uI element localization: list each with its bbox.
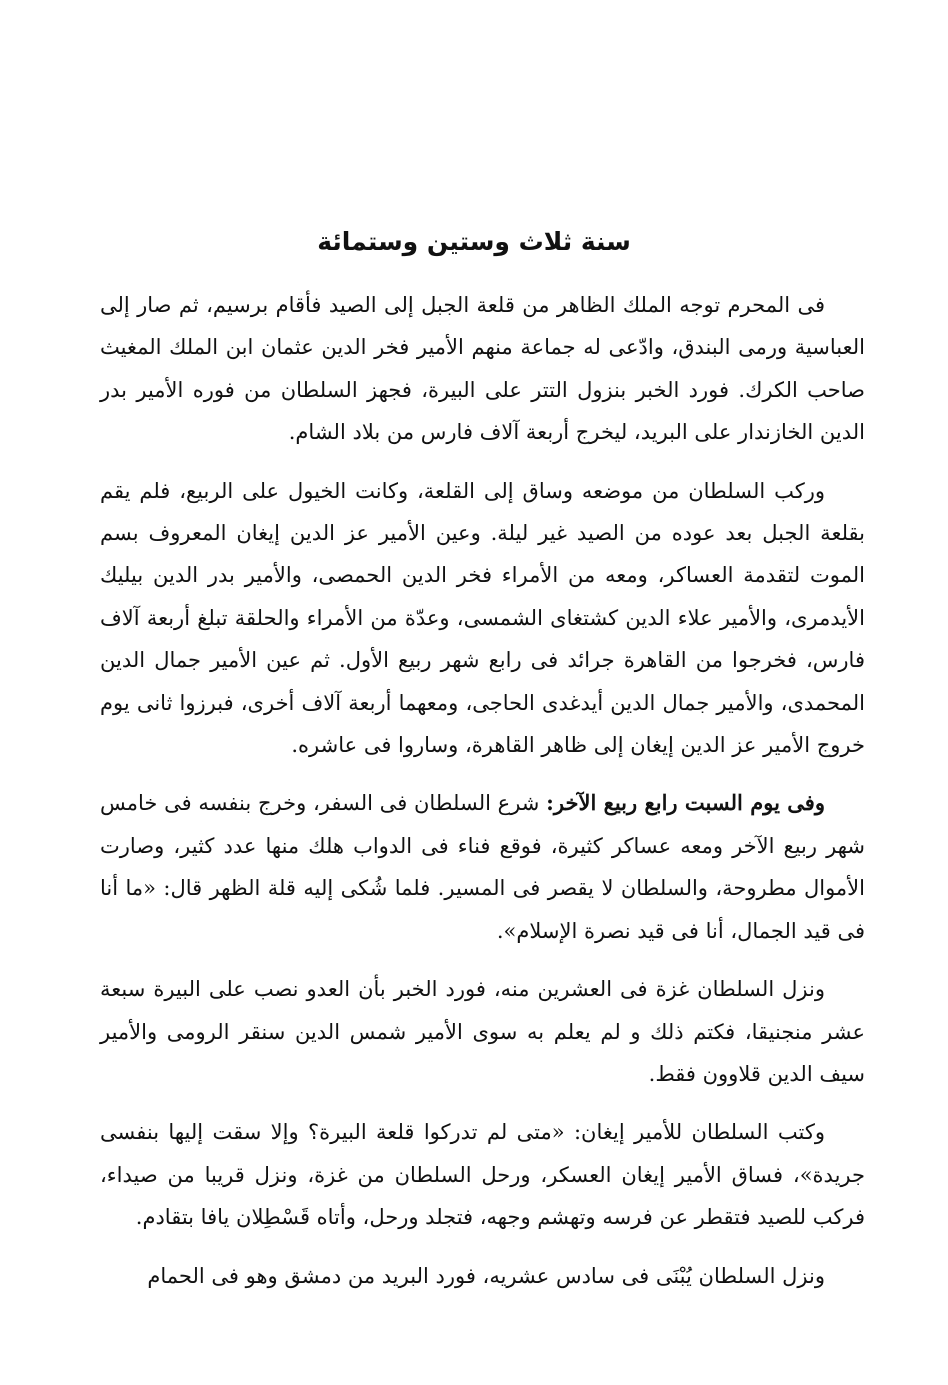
body-text: [100, 284, 865, 1313]
paragraph-1: [100, 284, 865, 454]
paragraph-6: [100, 1255, 865, 1297]
paragraph-text: وركب السلطان من موضعه وساق إلى القلعة، وكانت الخيول على الربيع، فلم يقم بقلعة الجبل بعد عوده من الصيد غير ليلة. وعين الأمير عز الدين إيغان المعروف بسم الموت لتقدمة العساكر، ومعه من الأمراء فخر الدين الحمصى، والأمير بدر الدين بيليك الأيدمرى، والأمير علاء الدين كشتغاى الشمسى، وعدّة من الأمراء والحلقة تبلغ أربعة آلاف فارس، فخرجوا من القاهرة جرائد فى رابع شهر ربيع الأول. ثم عين الأمير جمال الدين المحمدى، والأمير جمال الدين أيدغدى الحاجى، ومعهما أربعة آلاف أخرى، فبرزوا ثانى يوم خروج الأمير عز الدين إيغان إلى ظاهر القاهرة، وساروا فى عاشره.: [100, 478, 865, 758]
paragraph-text: ونزل السلطان يُبْنَى فى سادس عشريه، فورد البريد من دمشق وهو فى الحمام: [147, 1263, 825, 1288]
paragraph-4: [100, 968, 865, 1095]
paragraph-2: [100, 470, 865, 767]
paragraph-3: [100, 782, 865, 952]
paragraph-text: ونزل السلطان غزة فى العشرين منه، فورد الخبر بأن العدو نصب على البيرة سبعة عشر منجنيقا، فكتم ذلك و لم يعلم به سوى الأمير شمس الدين سنقر الرومى والأمير سيف الدين قلاوون فقط.: [100, 977, 865, 1086]
paragraph-text: فى المحرم توجه الملك الظاهر من قلعة الجبل إلى الصيد فأقام برسيم، ثم صار إلى العباسية ورمى البندق، وادّعى له جماعة منهم الأمير فخر الدين عثمان ابن الملك المغيث صاحب الكرك. فورد الخبر بنزول التتر على البيرة، فجهز السلطان من فوره الأمير بدر الدين الخازندار على البريد، ليخرج أربعة آلاف فارس من بلاد الشام.: [100, 293, 865, 445]
paragraph-text: شرع السلطان فى السفر، وخرج بنفسه فى خامس شهر ربيع الآخر ومعه عساكر كثيرة، فوقع فناء فى الدواب هلك منها عدد كثير، وصارت الأموال مطروحة، والسلطان لا يقصر فى المسير. فلما شُكى إليه قلة الظهر قال: «ما أنا فى قيد الجمال، أنا فى قيد نصرة الإسلام».: [100, 791, 865, 943]
paragraph-text: وكتب السلطان للأمير إيغان: «متى لم تدركوا قلعة البيرة؟ وإلا سقت إليها بنفسى جريدة»، فساق الأمير إيغان العسكر، ورحل السلطان من غزة، ونزل قريبا من صيداء، فركب للصيد فتقطر عن فرسه وتهشم وجهه، فتجلد ورحل، وأتاه قَسْطِلان يافا بتقادم.: [100, 1120, 865, 1230]
paragraph-5: [100, 1111, 865, 1238]
paragraph-lead-heading: وفى يوم السبت رابع ربيع الآخر:: [546, 790, 825, 816]
page-title: سنة ثلاث وستين وستمائة: [317, 227, 631, 256]
